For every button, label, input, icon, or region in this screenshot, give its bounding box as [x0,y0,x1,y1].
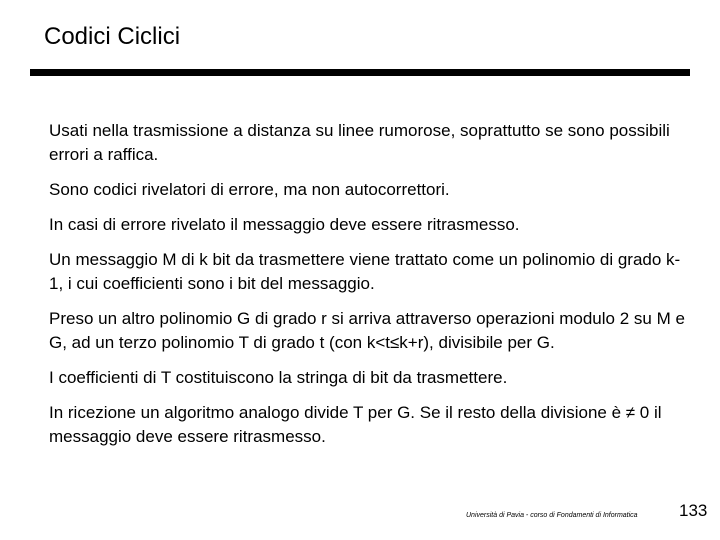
slide-title: Codici Ciclici [44,23,181,50]
paragraph-generator-polynomial: Preso un altro polinomio G di grado r si arriva attraverso operazioni modulo 2 su M e G, ad un terzo polinomio T di grado t (con k<t≤k+r), divisibile per G. [49,309,685,352]
paragraph-detection: Sono codici rivelatori di errore, ma non autocorrettori. [49,180,450,199]
page-number: 133 [679,501,708,520]
paragraph-reception: In ricezione un algoritmo analogo divide T per G. Se il resto della divisione è ≠ 0 il messaggio deve essere ritrasmesso. [49,403,662,446]
title-divider [30,69,690,76]
footer-credit: Università di Pavia - corso di Fondamenti di Informatica [466,512,638,519]
paragraph-coefficients: I coefficienti di T costituiscono la stringa di bit da trasmettere. [49,368,508,387]
slide-body [49,119,689,460]
paragraph-usage: Usati nella trasmissione a distanza su linee rumorose, soprattutto se sono possibili errori a raffica. [49,121,670,164]
paragraph-retransmission: In casi di errore rivelato il messaggio deve essere ritrasmesso. [49,215,520,234]
paragraph-message-polynomial: Un messaggio M di k bit da trasmettere viene trattato come un polinomio di grado k-1, i cui coefficienti sono i bit del messaggio. [49,250,681,293]
